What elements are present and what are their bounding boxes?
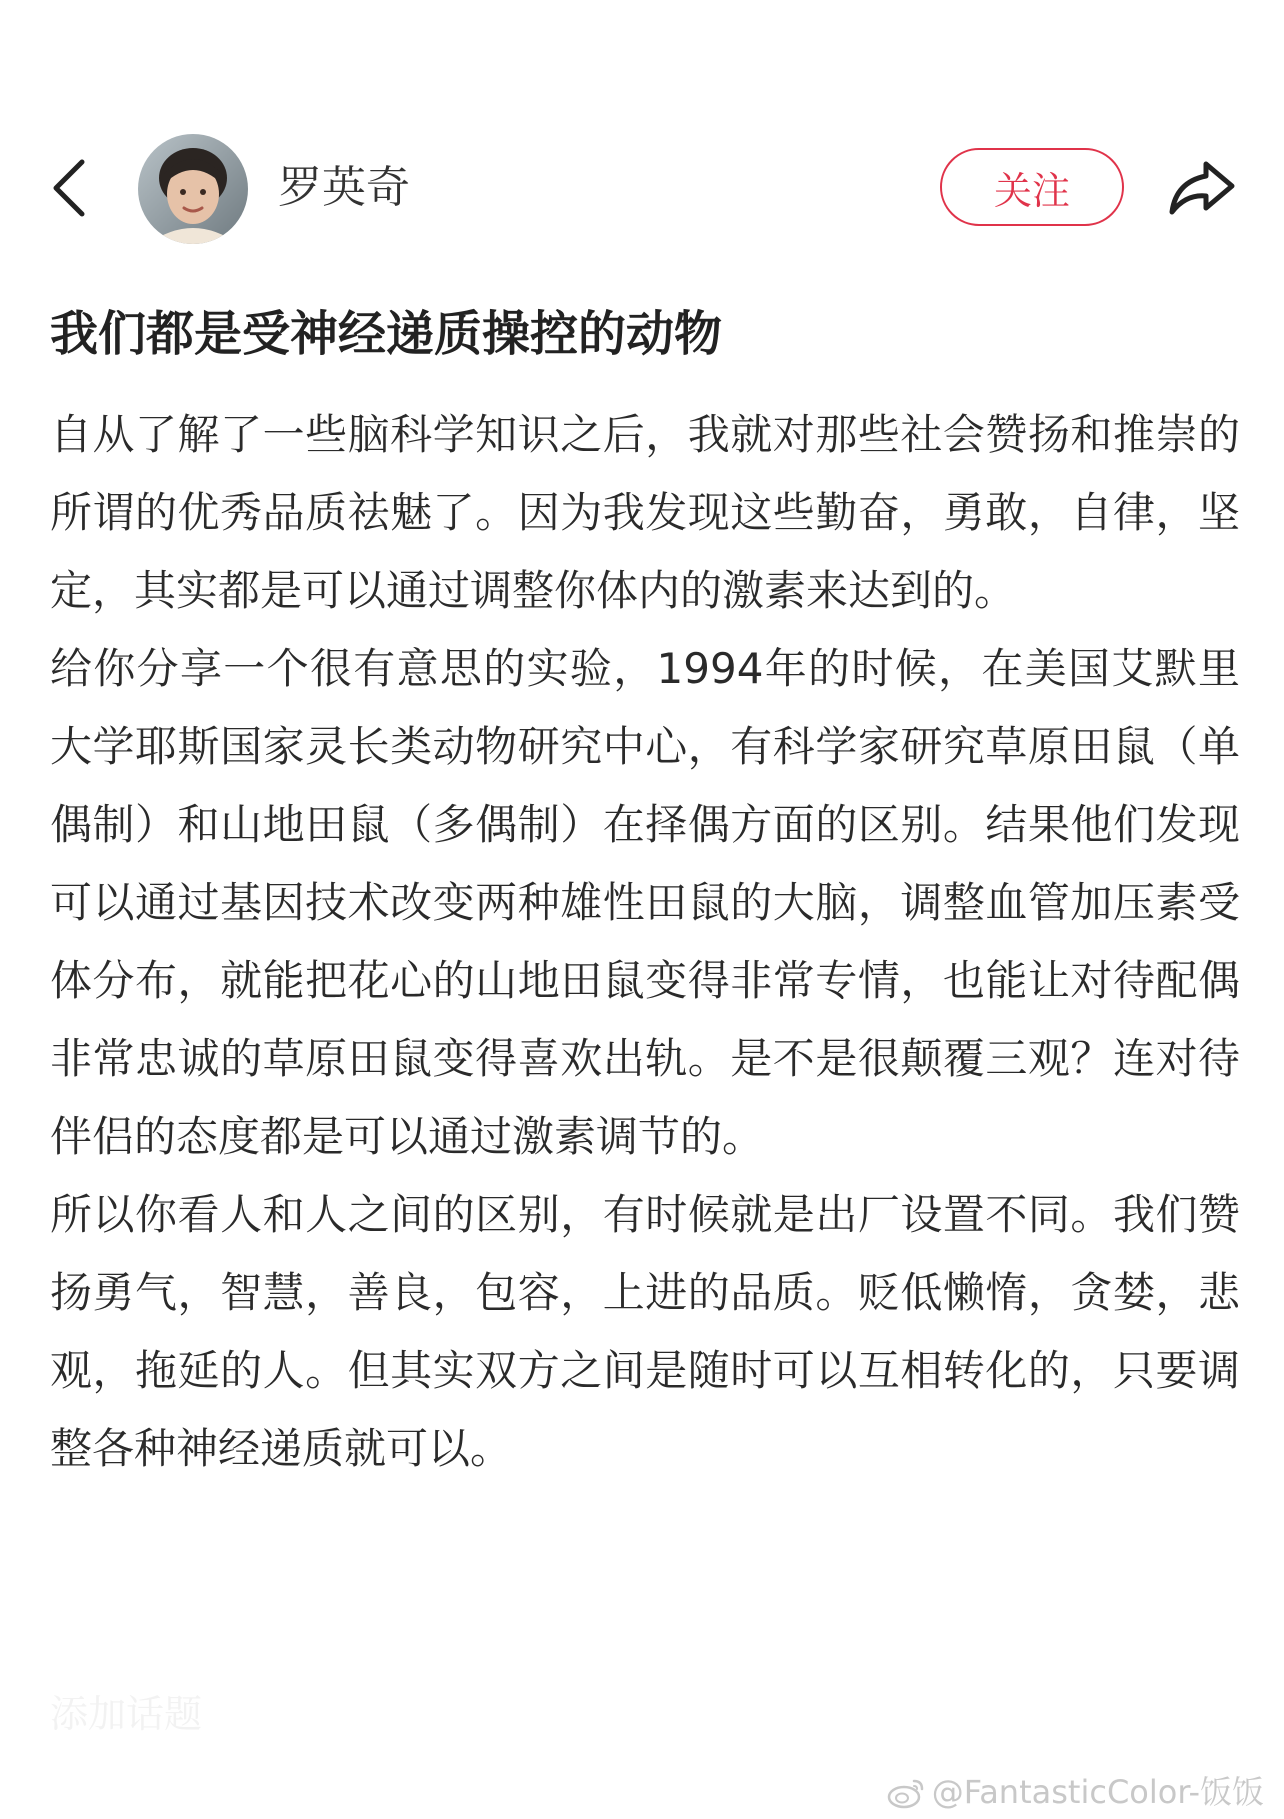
post-body bbox=[50, 396, 1240, 1488]
avatar[interactable] bbox=[138, 134, 248, 244]
post-title: 我们都是受神经递质操控的动物 bbox=[50, 306, 723, 362]
chevron-left-icon bbox=[44, 152, 100, 224]
paragraph: 自从了解了一些脑科学知识之后，我就对那些社会赞扬和推崇的所谓的优秀品质祛魅了。因为我发现这些勤奋，勇敢，自律，坚定，其实都是可以通过调整你体内的激素来达到的。 bbox=[50, 410, 1240, 615]
back-button[interactable] bbox=[44, 152, 100, 224]
share-arrow-icon bbox=[1164, 154, 1240, 222]
post-header bbox=[0, 128, 1284, 248]
avatar-image bbox=[138, 134, 248, 244]
add-topic-link[interactable]: 添加话题 bbox=[50, 1692, 203, 1736]
watermark-text: @FantasticColor-饭饭 bbox=[931, 1773, 1264, 1811]
paragraph: 给你分享一个很有意思的实验，1994年的时候，在美国艾默里大学耶斯国家灵长类动物研究中心，有科学家研究草原田鼠（单偶制）和山地田鼠（多偶制）在择偶方面的区别。结果他们发现可以通过基因技术改变两种雄性田鼠的大脑，调整血管加压素受体分布，就能把花心的山地田鼠变得非常专情，也能让对待配偶非常忠诚的草原田鼠变得喜欢出轨。是不是很颠覆三观？连对待伴侣的态度都是可以通过激素调节的。 bbox=[50, 644, 1240, 1161]
author-name[interactable]: 罗英奇 bbox=[278, 162, 410, 213]
share-button[interactable] bbox=[1164, 154, 1240, 222]
watermark bbox=[886, 1770, 1264, 1814]
weibo-logo-icon bbox=[886, 1775, 926, 1809]
follow-button[interactable]: 关注 bbox=[940, 148, 1124, 226]
paragraph: 所以你看人和人之间的区别，有时候就是出厂设置不同。我们赞扬勇气，智慧，善良，包容，上进的品质。贬低懒惰，贪婪，悲观，拖延的人。但其实双方之间是随时可以互相转化的，只要调整各种神经递质就可以。 bbox=[50, 1190, 1240, 1473]
